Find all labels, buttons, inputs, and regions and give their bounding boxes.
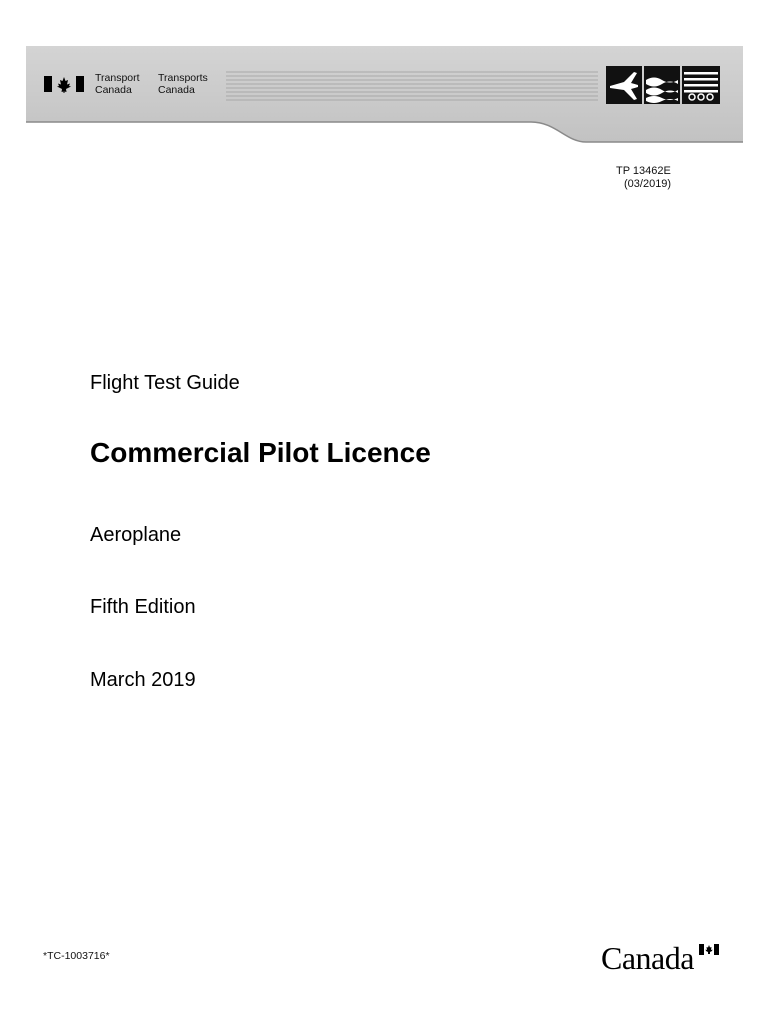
department-en-line-1: Transport [95, 72, 140, 84]
canada-flag-icon [44, 74, 84, 94]
document-number-block [616, 165, 671, 191]
department-en-line-2: Canada [95, 84, 132, 96]
marine-icon [644, 66, 680, 104]
department-name-english [95, 72, 140, 96]
document-title: Commercial Pilot Licence [90, 437, 431, 468]
department-fr-line-1: Transports [158, 72, 208, 84]
aviation-icon [606, 66, 642, 104]
document-category: Aeroplane [90, 524, 182, 546]
department-fr-line-2: Canada [158, 84, 195, 96]
department-name-french [158, 72, 208, 96]
barcode-id: *TC-1003716* [43, 950, 110, 962]
document-edition: Fifth Edition [90, 596, 196, 618]
revision-date: (03/2019) [624, 178, 672, 190]
canada-wordmark [601, 938, 723, 978]
document-number: TP 13462E [616, 165, 671, 177]
canada-wordmark-text: Canada [601, 940, 694, 976]
wordmark-flag-icon [699, 942, 719, 953]
transport-mode-icons [604, 64, 722, 106]
rail-icon [682, 66, 720, 104]
document-series: Flight Test Guide [90, 372, 240, 394]
document-date: March 2019 [90, 669, 196, 691]
